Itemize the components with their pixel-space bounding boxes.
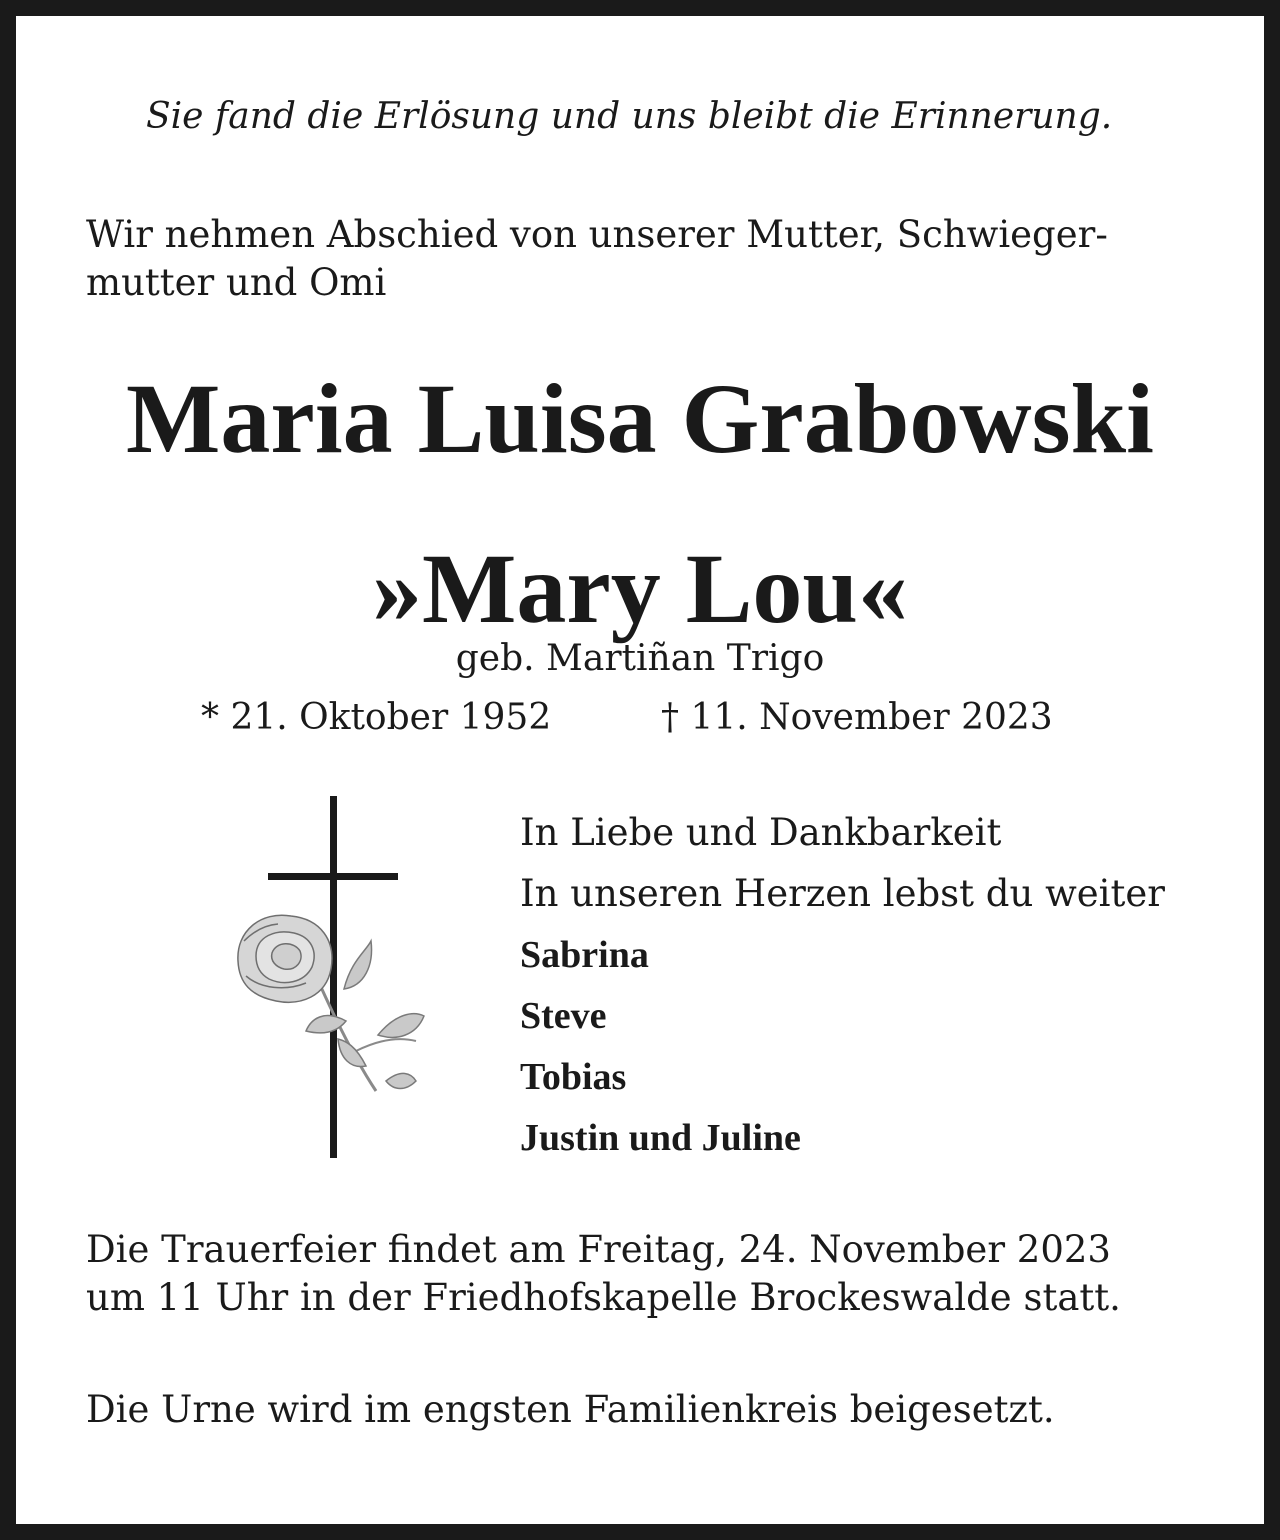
family-member: Steve	[520, 995, 607, 1037]
ceremony-line-1: Die Trauerfeier findet am Freitag, 24. November 2023	[86, 1228, 1111, 1271]
cross-with-rose-icon	[206, 791, 446, 1161]
family-member: Justin und Juline	[520, 1117, 801, 1159]
ceremony-info	[86, 1226, 1121, 1322]
obituary-notice	[16, 16, 1264, 1524]
family-member: Tobias	[520, 1056, 627, 1098]
birth-date: * 21. Oktober 1952	[201, 697, 552, 738]
family-signatures	[520, 811, 1165, 1177]
family-member: Sabrina	[520, 934, 649, 976]
death-date: † 11. November 2023	[661, 697, 1053, 738]
deceased-name: Maria Luisa Grabowski	[126, 363, 1154, 474]
deceased-nickname: »Mary Lou«	[371, 533, 909, 644]
ceremony-line-2: um 11 Uhr in der Friedhofskapelle Brockeswalde statt.	[86, 1276, 1121, 1319]
motto-quote: Sie fand die Erlösung und uns bleibt die Erinnerung.	[146, 96, 1113, 137]
birth-name: geb. Martiñan Trigo	[455, 638, 825, 679]
intro-text	[86, 211, 1108, 307]
family-line-1: In Liebe und Dankbarkeit	[520, 811, 1002, 854]
intro-line-2: mutter und Omi	[86, 261, 387, 304]
urn-info: Die Urne wird im engsten Familienkreis beigesetzt.	[86, 1388, 1055, 1431]
family-line-2: In unseren Herzen lebst du weiter	[520, 872, 1165, 915]
intro-line-1: Wir nehmen Abschied von unserer Mutter, Schwieger-	[86, 213, 1108, 256]
